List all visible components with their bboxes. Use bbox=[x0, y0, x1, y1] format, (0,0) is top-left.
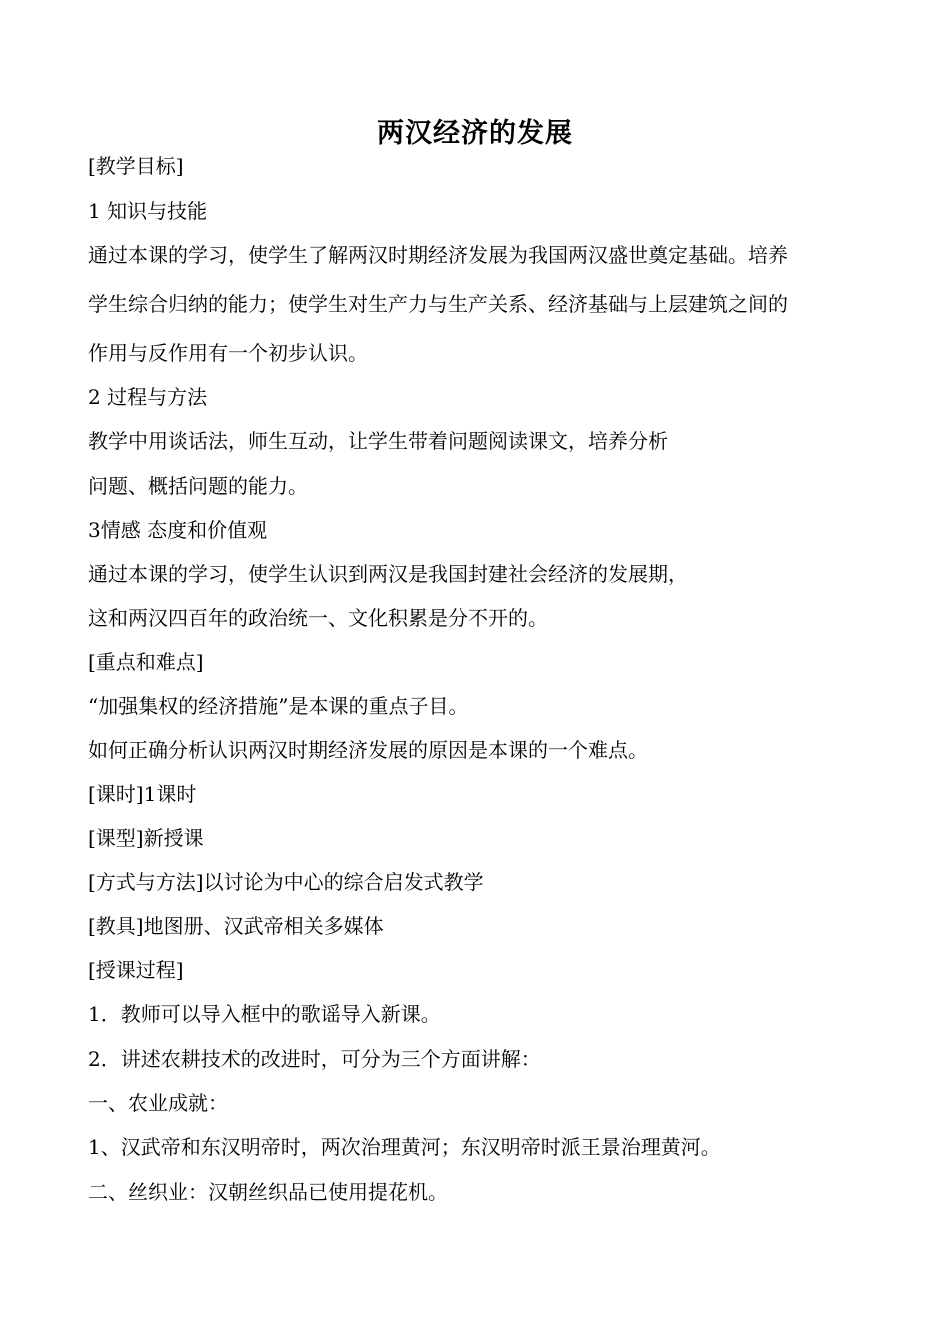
paragraph-line: 通过本课的学习，使学生认识到两汉是我国封建社会经济的发展期， bbox=[88, 562, 688, 586]
list-item: 二、丝织业：汉朝丝织品已使用提花机。 bbox=[88, 1180, 448, 1204]
list-item: 1、汉武帝和东汉明帝时，两次治理黄河；东汉明帝时派王景治理黄河。 bbox=[88, 1135, 721, 1159]
subsection-heading: 1 知识与技能 bbox=[88, 199, 208, 223]
paragraph-line: 学生综合归纳的能力；使学生对生产力与生产关系、经济基础与上层建筑之间的 bbox=[88, 292, 788, 316]
paragraph-line: 问题、概括问题的能力。 bbox=[88, 474, 308, 498]
section-heading-teaching-aids: [教具]地图册、汉武帝相关多媒体 bbox=[88, 914, 384, 938]
section-heading-key-points: [重点和难点] bbox=[88, 650, 204, 674]
section-heading-class-type: [课型]新授课 bbox=[88, 826, 204, 850]
paragraph-line: 作用与反作用有一个初步认识。 bbox=[88, 341, 368, 365]
section-heading-class-hours: [课时]1课时 bbox=[88, 782, 197, 806]
subsection-heading: 2 过程与方法 bbox=[88, 385, 208, 409]
paragraph-line: 这和两汉四百年的政治统一、文化积累是分不开的。 bbox=[88, 606, 548, 630]
list-item: 一、农业成就： bbox=[88, 1091, 228, 1115]
section-heading-teaching-goals: [教学目标] bbox=[88, 154, 184, 178]
document-title: 两汉经济的发展 bbox=[377, 118, 573, 149]
paragraph-line: “加强集权的经济措施”是本课的重点子目。 bbox=[88, 694, 469, 718]
section-heading-teaching-process: [授课过程] bbox=[88, 958, 184, 982]
list-item: 1．教师可以导入框中的歌谣导入新课。 bbox=[88, 1002, 441, 1026]
paragraph-line: 通过本课的学习，使学生了解两汉时期经济发展为我国两汉盛世奠定基础。培养 bbox=[88, 243, 788, 267]
paragraph-line: 教学中用谈话法，师生互动，让学生带着问题阅读课文，培养分析 bbox=[88, 429, 668, 453]
subsection-heading: 3情感 态度和价值观 bbox=[88, 518, 268, 542]
section-heading-methods: [方式与方法]以讨论为中心的综合启发式教学 bbox=[88, 870, 484, 894]
paragraph-line: 如何正确分析认识两汉时期经济发展的原因是本课的一个难点。 bbox=[88, 738, 648, 762]
list-item: 2．讲述农耕技术的改进时，可分为三个方面讲解： bbox=[88, 1047, 541, 1071]
